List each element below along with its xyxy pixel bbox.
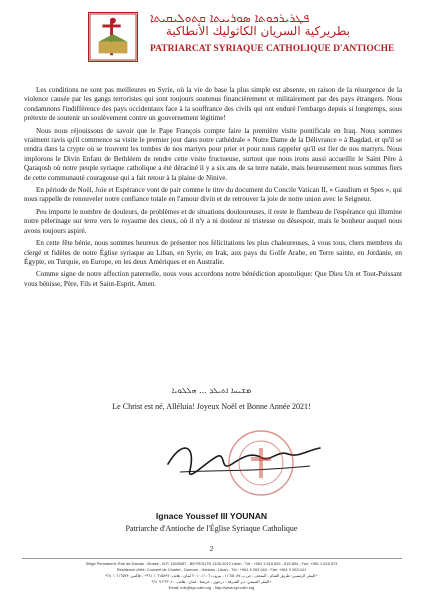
footer-divider — [22, 558, 402, 559]
footer-contact-link[interactable]: Email: info@syr-cath.org - http://www.syr-cath.org — [168, 585, 255, 590]
footer-address-line: المقر الصيفي: دير الشرفة - درعون - حريصا - لبنان - هاتف: ٢٦٣٠٤٠ ٩ ٩٦١+ — [151, 579, 272, 584]
patriarchate-logo — [88, 12, 138, 62]
page-number: 2 — [209, 545, 214, 553]
letterhead — [0, 0, 423, 70]
paragraph: Nous nous réjouissons de savoir que le Pape François compte faire la première visite pontificale en Iraq. Nous sommes vraiment ravis qu'il commence sa visite le premier jour dans notre cathédrale « Notre Dame de la Délivrance » à Bagdad, et qu'il se rendra dans la crypte où se trouvent les tombes de nos martyrs pour prier et pour nous rappeler qu'il est fier de nos martyrs. Nous implorons le Divin Enfant de Bethléem de rendre cette visite fructueuse, surtout que nous irons aussi accueillir le Saint Père à Qaraqosh où notre peuple syriaque catholique a été déraciné il y a six ans de sa terre natale, mais heureusement nous sommes fiers de cette communauté courageuse qui a fait retour à la plaine de Ninive. — [24, 126, 402, 182]
letter-body — [24, 86, 402, 292]
syriac-name: ܦܛܪܝܪܟܘܬܐ ܣܘܪܝܝܬܐ ܩܬܘܠܝܩܝܬܐ — [150, 11, 310, 25]
footer-address-line: المقر الرئيسي: طريق الشام - المتحف - ص.ب ١١٦/٥٠٨٧ - بيروت ١١٠٦-٢٠١٠ لبنان - هاتف: ٦١٥٨٩٢ ١ ٩٦١+ - فاكس: ٦١٦٥٧٣ ١ ٩٦١+ — [105, 573, 318, 578]
paragraph: Comme signe de notre affection paternelle, nous vous accordons notre bénédiction apostolique: Que Dieu Un et Tout-Puissant vous bénisse, Père, Fils et Saint-Esprit, Amen. — [24, 270, 402, 288]
latin-name: PATRIARCAT SYRIAQUE CATHOLIQUE D'ANTIOCHE — [150, 44, 395, 54]
signatory-title: Patriarche d'Antioche de l'Église Syriaque Catholique — [125, 524, 298, 533]
official-stamp — [226, 428, 296, 498]
paragraph: En période de Noël, Joie et Espérance vont de pair comme le titre du document du Concile Vatican II, « Gaudium et Spes », qui nous rappelle de renouveler notre confiance totale en l'amour divin et de retrouver la joie de notre union avec le Seigneur. — [24, 186, 402, 204]
closing-greeting: Le Christ est né, Alléluia! Joyeux Noël et Bonne Année 2021! — [112, 402, 311, 411]
paragraph: Peu importe le nombre de douleurs, de problèmes et de situations douloureuses, il reste le flambeau de l'espérance qui illumine notre pèlerinage sur terre vers le royaume des cieux, où il n'y a ni douleur ni tristesse ou désespoir, mais le bonheur auquel nous avons toujours aspiré. — [24, 207, 402, 235]
footer-address-line: Siège Permanent: Rue de Damas - Musée - B.P. 116/5087 - BEYROUTH 1106-2010 Liban - Tél.: +961 1 615 892 - 615 894 - Fax: +961 1 616 573 — [85, 561, 338, 566]
footer-address-line: Résidence d'été: Couvent de Charfet - Darroun - Harissa - Liban - Tél.: +961 9 263 040 - Fax: +961 9 263 041 — [116, 567, 307, 572]
paragraph: Les conditions ne sont pas meilleures en Syrie, où la vie de base la plus simple est absente, en raison de la résurgence de la violence causée par les gangs terroristes qui sont toujours soutenus financièrement et militairement par des pays étrangers. Nous condamnons l'indifférence des pays occidentaux face à la souffrance des civils qui ont enduré l'embargo depuis si longtemps, sous prétexte de soutenir un soulèvement contre un gouvernement légitime! — [24, 86, 402, 123]
closing-syriac: ܡܫܝܚܐ ܐܬܝܠܕ ... ܗܠܠܘܝܐ — [171, 386, 252, 395]
arabic-name: بطريركية السريان الكاثوليك الأنطاكية — [165, 24, 350, 38]
signatory-name: Ignace Youssef III YOUNAN — [155, 511, 268, 521]
paragraph: En cette fête bénie, nous sommes heureux de présenter nos félicitations les plus chaleureuses, à vous tous, chers membres du clergé et fidèles de notre Église syriaque au Liban, en Syrie, en Irak, aux pays du Golfe Arabe, en Terre sainte, en Jordanie, en Égypte, en Turquie, en Europe, en les deux Amériques et en Australie. — [24, 239, 402, 266]
footer — [0, 561, 423, 591]
